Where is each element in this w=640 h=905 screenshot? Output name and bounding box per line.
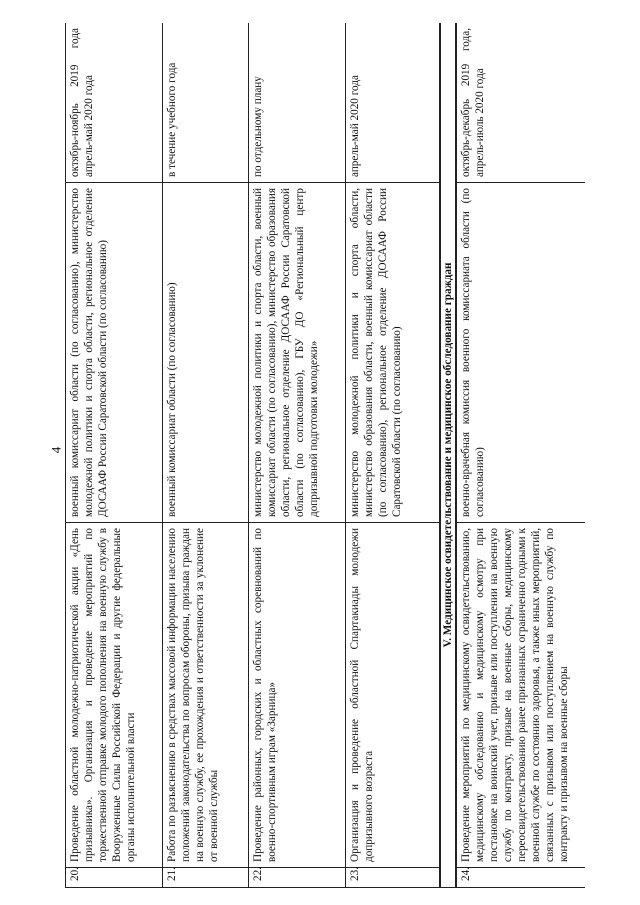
row-executors: военный комиссариат области (по согласованию), министерство молодежной политики и спорта области, региональное отделение ДОСААФ России Саратовской области (по согласованию) bbox=[66, 183, 163, 523]
table-row bbox=[163, 23, 249, 888]
row-activity: Работа по разъяснению в средствах массовой информации населению положений законодательства по вопросам обороны, призыва граждан на военную службу, ее прохождения и ответственности за уклонение от военной службы bbox=[163, 523, 249, 868]
row-number: 23. bbox=[346, 868, 441, 888]
section-title: V. Медицинское освидетельствование и медицинское обследование граждан bbox=[440, 23, 456, 888]
row-number: 24. bbox=[456, 868, 585, 888]
row-activity: Проведение мероприятий по медицинскому освидетельствованию, медицинскому обследованию и медицинскому осмотру при постановке на воинский учет, призыве или поступлении на военную службу по контракту, призыве на военные сборы, медицинскому переосвидетельствованию ранее признанных ограниченно годными к военной службе по состоянию здоровья, а также иных мероприятий, связанных с призывом или поступлением на военную службу по контракту и призывом на военные сборы bbox=[456, 523, 585, 868]
row-number: 21. bbox=[163, 868, 249, 888]
row-term: по отдельному плану bbox=[249, 23, 346, 183]
events-table bbox=[65, 23, 585, 888]
table-row bbox=[456, 23, 585, 888]
row-executors: министерство молодежной политики и спорта области, военный комиссариат области (по согласованию), министерство образования области, региональное отделение ДОСААФ России Саратовской области (по согласованию), ГБУ ДО «Региональный центр допризывной подготовки молодежи» bbox=[249, 183, 346, 523]
row-term: в течение учебного года bbox=[163, 23, 249, 183]
row-executors: министерство молодежной политики и спорта области, министерство образования области, военный комиссариат области (по согласованию), региональное отделение ДОСААФ России Саратовской области (по согласованию) bbox=[346, 183, 441, 523]
row-activity: Организация и проведение областной Спартакиады молодежи допризывного возраста bbox=[346, 523, 441, 868]
row-executors: военно-врачебная комиссия военного комиссариата области (по согласованию) bbox=[456, 183, 585, 523]
rotated-page bbox=[65, 23, 585, 888]
section-header-row bbox=[440, 23, 456, 888]
row-term: апрель-май 2020 года bbox=[346, 23, 441, 183]
row-number: 22. bbox=[249, 868, 346, 888]
row-activity: Проведение областной молодежно-патриотической акции «День призывника». Организация и проведение мероприятий по торжественной отправке молодого пополнения на военную службу в Вооруженные Силы Российской Федерации и другие федеральные органы исполнительной власти bbox=[66, 523, 163, 868]
row-number: 20. bbox=[66, 868, 163, 888]
row-term: октябрь-ноябрь 2019 года апрель-май 2020 года bbox=[66, 23, 163, 183]
table-row bbox=[66, 23, 163, 888]
table-row bbox=[346, 23, 441, 888]
page-number: 4 bbox=[48, 446, 64, 454]
row-activity: Проведение районных, городских и областных соревнований по военно-спортивным играм «Зарница» bbox=[249, 523, 346, 868]
table-container bbox=[65, 23, 585, 888]
row-executors: военный комиссариат области (по согласованию) bbox=[163, 183, 249, 523]
table-row bbox=[249, 23, 346, 888]
row-term: октябрь-декабрь 2019 года, апрель-июль 2020 года bbox=[456, 23, 585, 183]
